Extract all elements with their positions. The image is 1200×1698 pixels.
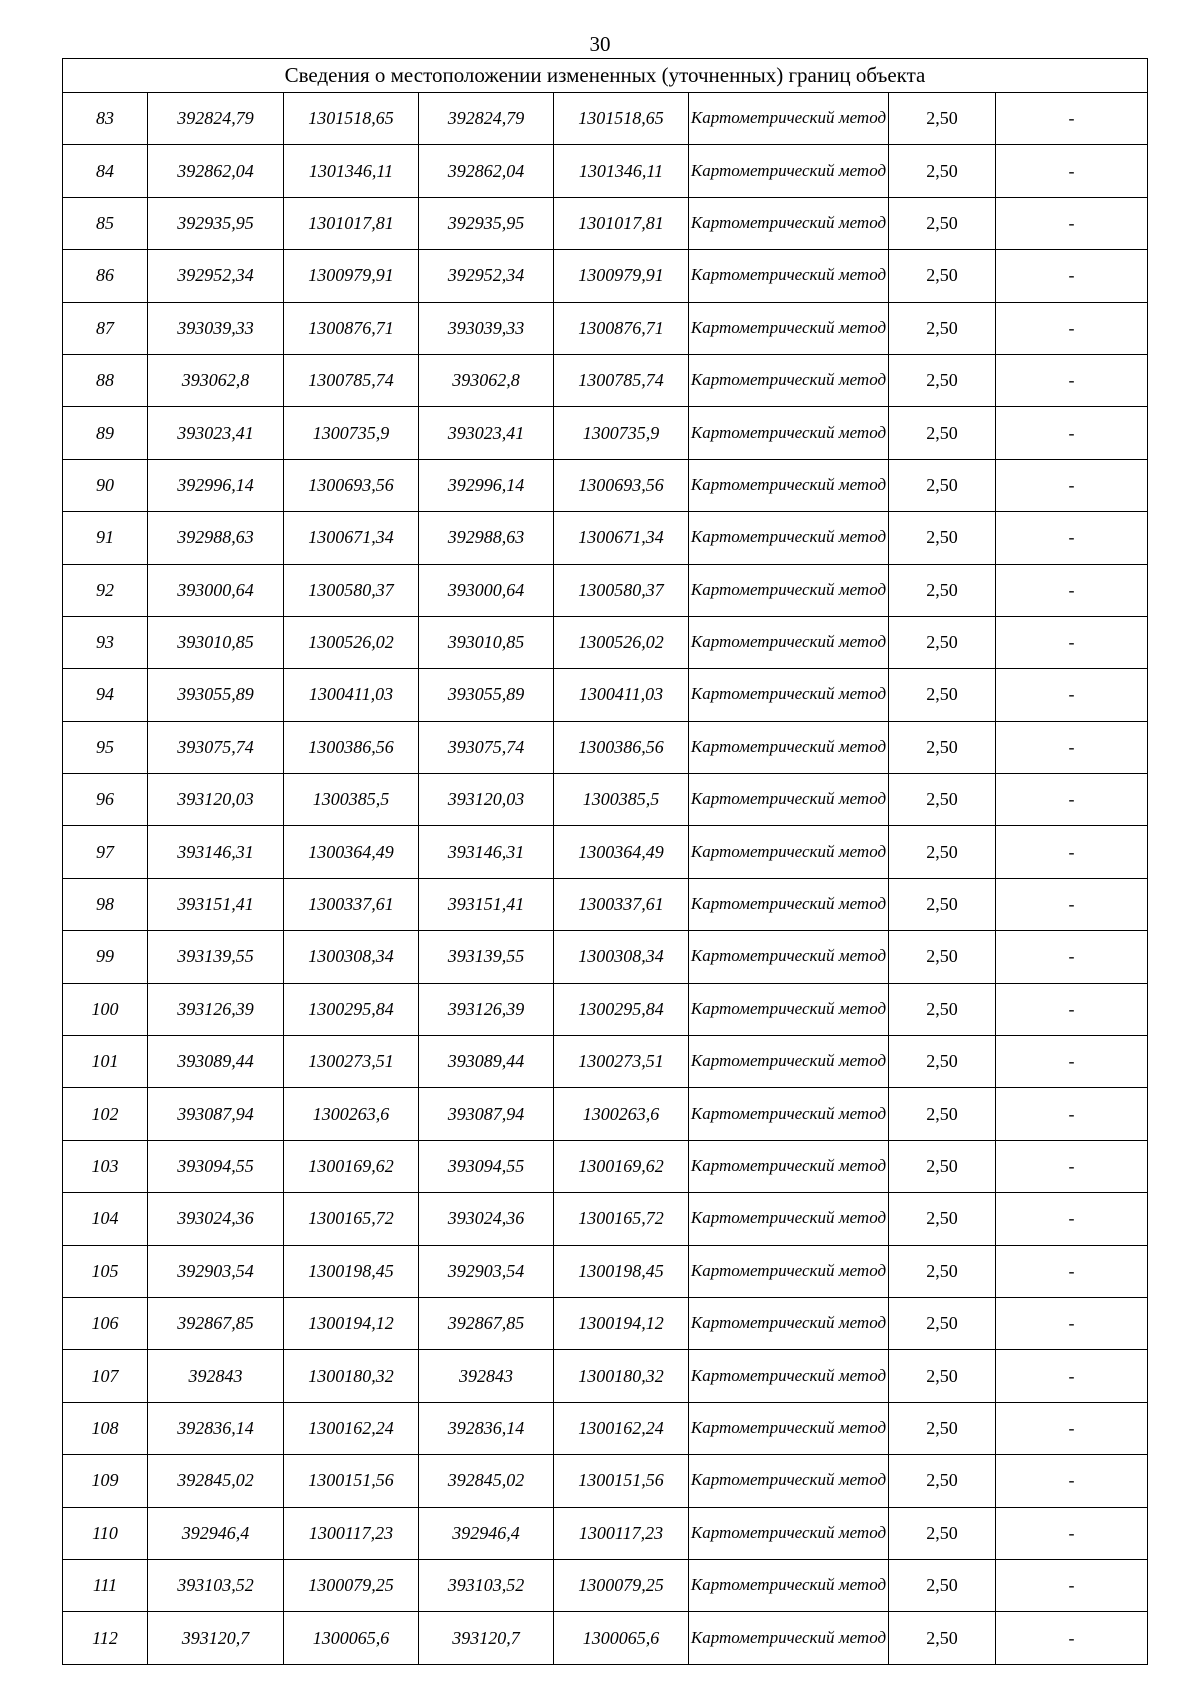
existing-x-cell: 392824,79: [148, 93, 284, 145]
refined-y-cell: 1300180,32: [554, 1350, 689, 1402]
table-row: [63, 145, 1148, 197]
table-row: [63, 250, 1148, 302]
refined-x-cell: 393023,41: [419, 407, 554, 459]
note-cell: -: [996, 1559, 1148, 1611]
refined-y-cell: 1300364,49: [554, 826, 689, 878]
existing-y-cell: 1300162,24: [284, 1402, 419, 1454]
method-cell: Картометрический метод: [689, 197, 889, 249]
refined-x-cell: 393062,8: [419, 354, 554, 406]
refined-y-cell: 1301346,11: [554, 145, 689, 197]
method-cell: Картометрический метод: [689, 1088, 889, 1140]
note-cell: -: [996, 354, 1148, 406]
point-number-cell: 108: [63, 1402, 148, 1454]
method-cell: Картометрический метод: [689, 1612, 889, 1664]
refined-y-cell: 1300337,61: [554, 878, 689, 930]
accuracy-cell: 2,50: [889, 250, 996, 302]
table-row: [63, 197, 1148, 249]
accuracy-cell: 2,50: [889, 1036, 996, 1088]
refined-x-cell: 392903,54: [419, 1245, 554, 1297]
existing-x-cell: 393023,41: [148, 407, 284, 459]
refined-y-cell: 1300162,24: [554, 1402, 689, 1454]
table-row: [63, 512, 1148, 564]
point-number-cell: 105: [63, 1245, 148, 1297]
accuracy-cell: 2,50: [889, 1402, 996, 1454]
refined-y-cell: 1300194,12: [554, 1297, 689, 1349]
existing-x-cell: 392903,54: [148, 1245, 284, 1297]
note-cell: -: [996, 1245, 1148, 1297]
method-cell: Картометрический метод: [689, 1036, 889, 1088]
accuracy-cell: 2,50: [889, 145, 996, 197]
refined-y-cell: 1300079,25: [554, 1559, 689, 1611]
existing-y-cell: 1300337,61: [284, 878, 419, 930]
existing-x-cell: 393120,7: [148, 1612, 284, 1664]
method-cell: Картометрический метод: [689, 564, 889, 616]
note-cell: -: [996, 302, 1148, 354]
refined-y-cell: 1300671,34: [554, 512, 689, 564]
note-cell: -: [996, 1193, 1148, 1245]
method-cell: Картометрический метод: [689, 983, 889, 1035]
method-cell: Картометрический метод: [689, 1245, 889, 1297]
table-row: [63, 616, 1148, 668]
point-number-cell: 110: [63, 1507, 148, 1559]
refined-y-cell: 1300169,62: [554, 1140, 689, 1192]
refined-x-cell: 393055,89: [419, 669, 554, 721]
existing-y-cell: 1300693,56: [284, 459, 419, 511]
refined-x-cell: 392862,04: [419, 145, 554, 197]
existing-y-cell: 1300785,74: [284, 354, 419, 406]
existing-y-cell: 1300385,5: [284, 774, 419, 826]
table-row: [63, 1612, 1148, 1664]
point-number-cell: 91: [63, 512, 148, 564]
note-cell: -: [996, 1455, 1148, 1507]
existing-y-cell: 1300151,56: [284, 1455, 419, 1507]
point-number-cell: 98: [63, 878, 148, 930]
refined-x-cell: 393010,85: [419, 616, 554, 668]
refined-y-cell: 1300411,03: [554, 669, 689, 721]
existing-y-cell: 1300263,6: [284, 1088, 419, 1140]
existing-y-cell: 1300580,37: [284, 564, 419, 616]
table-row: [63, 721, 1148, 773]
table-row: [63, 878, 1148, 930]
method-cell: Картометрический метод: [689, 721, 889, 773]
table-row: [63, 1507, 1148, 1559]
refined-y-cell: 1300526,02: [554, 616, 689, 668]
refined-x-cell: 393146,31: [419, 826, 554, 878]
existing-y-cell: 1301346,11: [284, 145, 419, 197]
refined-y-cell: 1301017,81: [554, 197, 689, 249]
point-number-cell: 93: [63, 616, 148, 668]
existing-x-cell: 392952,34: [148, 250, 284, 302]
point-number-cell: 109: [63, 1455, 148, 1507]
method-cell: Картометрический метод: [689, 931, 889, 983]
existing-y-cell: 1300735,9: [284, 407, 419, 459]
table-row: [63, 1350, 1148, 1402]
existing-x-cell: 393075,74: [148, 721, 284, 773]
table-row: [63, 1088, 1148, 1140]
refined-y-cell: 1301518,65: [554, 93, 689, 145]
method-cell: Картометрический метод: [689, 878, 889, 930]
table-row: [63, 564, 1148, 616]
note-cell: -: [996, 1612, 1148, 1664]
refined-y-cell: 1300386,56: [554, 721, 689, 773]
existing-y-cell: 1300295,84: [284, 983, 419, 1035]
boundary-coordinates-table: [62, 58, 1148, 1665]
refined-x-cell: 392843: [419, 1350, 554, 1402]
refined-x-cell: 393151,41: [419, 878, 554, 930]
accuracy-cell: 2,50: [889, 1455, 996, 1507]
existing-x-cell: 393089,44: [148, 1036, 284, 1088]
note-cell: -: [996, 1088, 1148, 1140]
existing-x-cell: 392988,63: [148, 512, 284, 564]
note-cell: -: [996, 145, 1148, 197]
accuracy-cell: 2,50: [889, 931, 996, 983]
table-row: [63, 1559, 1148, 1611]
existing-x-cell: 392867,85: [148, 1297, 284, 1349]
refined-y-cell: 1300273,51: [554, 1036, 689, 1088]
existing-y-cell: 1300273,51: [284, 1036, 419, 1088]
refined-y-cell: 1300151,56: [554, 1455, 689, 1507]
existing-x-cell: 393039,33: [148, 302, 284, 354]
existing-y-cell: 1300180,32: [284, 1350, 419, 1402]
existing-y-cell: 1300411,03: [284, 669, 419, 721]
existing-x-cell: 392862,04: [148, 145, 284, 197]
existing-x-cell: 392946,4: [148, 1507, 284, 1559]
refined-y-cell: 1300785,74: [554, 354, 689, 406]
existing-x-cell: 392996,14: [148, 459, 284, 511]
method-cell: Картометрический метод: [689, 459, 889, 511]
accuracy-cell: 2,50: [889, 1559, 996, 1611]
accuracy-cell: 2,50: [889, 1297, 996, 1349]
note-cell: -: [996, 931, 1148, 983]
point-number-cell: 88: [63, 354, 148, 406]
refined-x-cell: 392996,14: [419, 459, 554, 511]
existing-y-cell: 1300671,34: [284, 512, 419, 564]
point-number-cell: 83: [63, 93, 148, 145]
method-cell: Картометрический метод: [689, 1507, 889, 1559]
table-row: [63, 931, 1148, 983]
refined-x-cell: 393120,7: [419, 1612, 554, 1664]
refined-x-cell: 392867,85: [419, 1297, 554, 1349]
accuracy-cell: 2,50: [889, 459, 996, 511]
point-number-cell: 86: [63, 250, 148, 302]
accuracy-cell: 2,50: [889, 1088, 996, 1140]
existing-x-cell: 393151,41: [148, 878, 284, 930]
point-number-cell: 85: [63, 197, 148, 249]
accuracy-cell: 2,50: [889, 1245, 996, 1297]
note-cell: -: [996, 1507, 1148, 1559]
point-number-cell: 94: [63, 669, 148, 721]
note-cell: -: [996, 616, 1148, 668]
refined-y-cell: 1300198,45: [554, 1245, 689, 1297]
method-cell: Картометрический метод: [689, 250, 889, 302]
method-cell: Картометрический метод: [689, 826, 889, 878]
refined-y-cell: 1300263,6: [554, 1088, 689, 1140]
refined-y-cell: 1300385,5: [554, 774, 689, 826]
accuracy-cell: 2,50: [889, 616, 996, 668]
refined-x-cell: 392988,63: [419, 512, 554, 564]
table-title: Сведения о местоположении измененных (уточненных) границ объекта: [63, 59, 1148, 93]
existing-y-cell: 1300386,56: [284, 721, 419, 773]
note-cell: -: [996, 1036, 1148, 1088]
refined-x-cell: 392836,14: [419, 1402, 554, 1454]
method-cell: Картометрический метод: [689, 93, 889, 145]
note-cell: -: [996, 93, 1148, 145]
point-number-cell: 99: [63, 931, 148, 983]
method-cell: Картометрический метод: [689, 616, 889, 668]
existing-y-cell: 1300526,02: [284, 616, 419, 668]
table-row: [63, 1455, 1148, 1507]
note-cell: -: [996, 878, 1148, 930]
existing-y-cell: 1300165,72: [284, 1193, 419, 1245]
note-cell: -: [996, 826, 1148, 878]
accuracy-cell: 2,50: [889, 407, 996, 459]
refined-y-cell: 1300117,23: [554, 1507, 689, 1559]
note-cell: -: [996, 459, 1148, 511]
point-number-cell: 104: [63, 1193, 148, 1245]
accuracy-cell: 2,50: [889, 826, 996, 878]
note-cell: -: [996, 1350, 1148, 1402]
accuracy-cell: 2,50: [889, 1350, 996, 1402]
method-cell: Картометрический метод: [689, 512, 889, 564]
refined-x-cell: 393075,74: [419, 721, 554, 773]
point-number-cell: 90: [63, 459, 148, 511]
note-cell: -: [996, 669, 1148, 721]
existing-x-cell: 393024,36: [148, 1193, 284, 1245]
refined-y-cell: 1300295,84: [554, 983, 689, 1035]
note-cell: -: [996, 983, 1148, 1035]
table-row: [63, 1193, 1148, 1245]
existing-x-cell: 393120,03: [148, 774, 284, 826]
note-cell: -: [996, 250, 1148, 302]
existing-y-cell: 1300079,25: [284, 1559, 419, 1611]
refined-x-cell: 393039,33: [419, 302, 554, 354]
point-number-cell: 95: [63, 721, 148, 773]
table-row: [63, 1140, 1148, 1192]
accuracy-cell: 2,50: [889, 512, 996, 564]
refined-x-cell: 393024,36: [419, 1193, 554, 1245]
refined-x-cell: 393087,94: [419, 1088, 554, 1140]
existing-y-cell: 1300876,71: [284, 302, 419, 354]
table-row: [63, 1245, 1148, 1297]
refined-x-cell: 393089,44: [419, 1036, 554, 1088]
existing-x-cell: 393055,89: [148, 669, 284, 721]
note-cell: -: [996, 564, 1148, 616]
refined-x-cell: 393126,39: [419, 983, 554, 1035]
refined-y-cell: 1300308,34: [554, 931, 689, 983]
point-number-cell: 107: [63, 1350, 148, 1402]
accuracy-cell: 2,50: [889, 564, 996, 616]
existing-x-cell: 393010,85: [148, 616, 284, 668]
existing-y-cell: 1300364,49: [284, 826, 419, 878]
accuracy-cell: 2,50: [889, 721, 996, 773]
refined-x-cell: 392935,95: [419, 197, 554, 249]
point-number-cell: 106: [63, 1297, 148, 1349]
accuracy-cell: 2,50: [889, 1140, 996, 1192]
note-cell: -: [996, 407, 1148, 459]
method-cell: Картометрический метод: [689, 145, 889, 197]
refined-x-cell: 393000,64: [419, 564, 554, 616]
refined-x-cell: 393139,55: [419, 931, 554, 983]
existing-x-cell: 392843: [148, 1350, 284, 1402]
refined-y-cell: 1300693,56: [554, 459, 689, 511]
refined-x-cell: 392946,4: [419, 1507, 554, 1559]
accuracy-cell: 2,50: [889, 197, 996, 249]
table-row: [63, 302, 1148, 354]
point-number-cell: 84: [63, 145, 148, 197]
existing-x-cell: 393094,55: [148, 1140, 284, 1192]
accuracy-cell: 2,50: [889, 983, 996, 1035]
existing-y-cell: 1300169,62: [284, 1140, 419, 1192]
method-cell: Картометрический метод: [689, 774, 889, 826]
note-cell: -: [996, 1140, 1148, 1192]
method-cell: Картометрический метод: [689, 1140, 889, 1192]
accuracy-cell: 2,50: [889, 302, 996, 354]
note-cell: -: [996, 197, 1148, 249]
table-row: [63, 669, 1148, 721]
accuracy-cell: 2,50: [889, 669, 996, 721]
existing-y-cell: 1301518,65: [284, 93, 419, 145]
existing-y-cell: 1300308,34: [284, 931, 419, 983]
table-row: [63, 1402, 1148, 1454]
refined-y-cell: 1300580,37: [554, 564, 689, 616]
existing-x-cell: 393000,64: [148, 564, 284, 616]
existing-y-cell: 1300194,12: [284, 1297, 419, 1349]
refined-x-cell: 393094,55: [419, 1140, 554, 1192]
existing-x-cell: 393146,31: [148, 826, 284, 878]
accuracy-cell: 2,50: [889, 774, 996, 826]
note-cell: -: [996, 512, 1148, 564]
existing-y-cell: 1300117,23: [284, 1507, 419, 1559]
note-cell: -: [996, 721, 1148, 773]
existing-x-cell: 392836,14: [148, 1402, 284, 1454]
existing-y-cell: 1300198,45: [284, 1245, 419, 1297]
existing-x-cell: 392935,95: [148, 197, 284, 249]
refined-x-cell: 393120,03: [419, 774, 554, 826]
point-number-cell: 92: [63, 564, 148, 616]
existing-y-cell: 1300979,91: [284, 250, 419, 302]
method-cell: Картометрический метод: [689, 354, 889, 406]
method-cell: Картометрический метод: [689, 1193, 889, 1245]
table-row: [63, 983, 1148, 1035]
existing-x-cell: 393139,55: [148, 931, 284, 983]
accuracy-cell: 2,50: [889, 1612, 996, 1664]
method-cell: Картометрический метод: [689, 302, 889, 354]
accuracy-cell: 2,50: [889, 1507, 996, 1559]
table-row: [63, 826, 1148, 878]
point-number-cell: 112: [63, 1612, 148, 1664]
table-row: [63, 1297, 1148, 1349]
note-cell: -: [996, 1402, 1148, 1454]
note-cell: -: [996, 1297, 1148, 1349]
refined-y-cell: 1300876,71: [554, 302, 689, 354]
table-row: [63, 407, 1148, 459]
accuracy-cell: 2,50: [889, 878, 996, 930]
table-row: [63, 459, 1148, 511]
existing-x-cell: 393126,39: [148, 983, 284, 1035]
existing-y-cell: 1300065,6: [284, 1612, 419, 1664]
method-cell: Картометрический метод: [689, 1402, 889, 1454]
accuracy-cell: 2,50: [889, 93, 996, 145]
point-number-cell: 89: [63, 407, 148, 459]
refined-x-cell: 392845,02: [419, 1455, 554, 1507]
refined-y-cell: 1300735,9: [554, 407, 689, 459]
table-row: [63, 774, 1148, 826]
existing-x-cell: 392845,02: [148, 1455, 284, 1507]
refined-y-cell: 1300165,72: [554, 1193, 689, 1245]
point-number-cell: 100: [63, 983, 148, 1035]
point-number-cell: 111: [63, 1559, 148, 1611]
table-row: [63, 93, 1148, 145]
method-cell: Картометрический метод: [689, 669, 889, 721]
point-number-cell: 102: [63, 1088, 148, 1140]
accuracy-cell: 2,50: [889, 1193, 996, 1245]
refined-x-cell: 393103,52: [419, 1559, 554, 1611]
method-cell: Картометрический метод: [689, 1297, 889, 1349]
method-cell: Картометрический метод: [689, 1455, 889, 1507]
method-cell: Картометрический метод: [689, 1559, 889, 1611]
existing-x-cell: 393087,94: [148, 1088, 284, 1140]
accuracy-cell: 2,50: [889, 354, 996, 406]
point-number-cell: 96: [63, 774, 148, 826]
method-cell: Картометрический метод: [689, 407, 889, 459]
point-number-cell: 97: [63, 826, 148, 878]
refined-x-cell: 392952,34: [419, 250, 554, 302]
table-row: [63, 354, 1148, 406]
refined-y-cell: 1300065,6: [554, 1612, 689, 1664]
refined-x-cell: 392824,79: [419, 93, 554, 145]
refined-y-cell: 1300979,91: [554, 250, 689, 302]
table-row: [63, 1036, 1148, 1088]
point-number-cell: 87: [63, 302, 148, 354]
point-number-cell: 103: [63, 1140, 148, 1192]
existing-y-cell: 1301017,81: [284, 197, 419, 249]
existing-x-cell: 393062,8: [148, 354, 284, 406]
existing-x-cell: 393103,52: [148, 1559, 284, 1611]
point-number-cell: 101: [63, 1036, 148, 1088]
method-cell: Картометрический метод: [689, 1350, 889, 1402]
table-title-row: [63, 59, 1148, 93]
page-number: 30: [589, 32, 611, 56]
note-cell: -: [996, 774, 1148, 826]
